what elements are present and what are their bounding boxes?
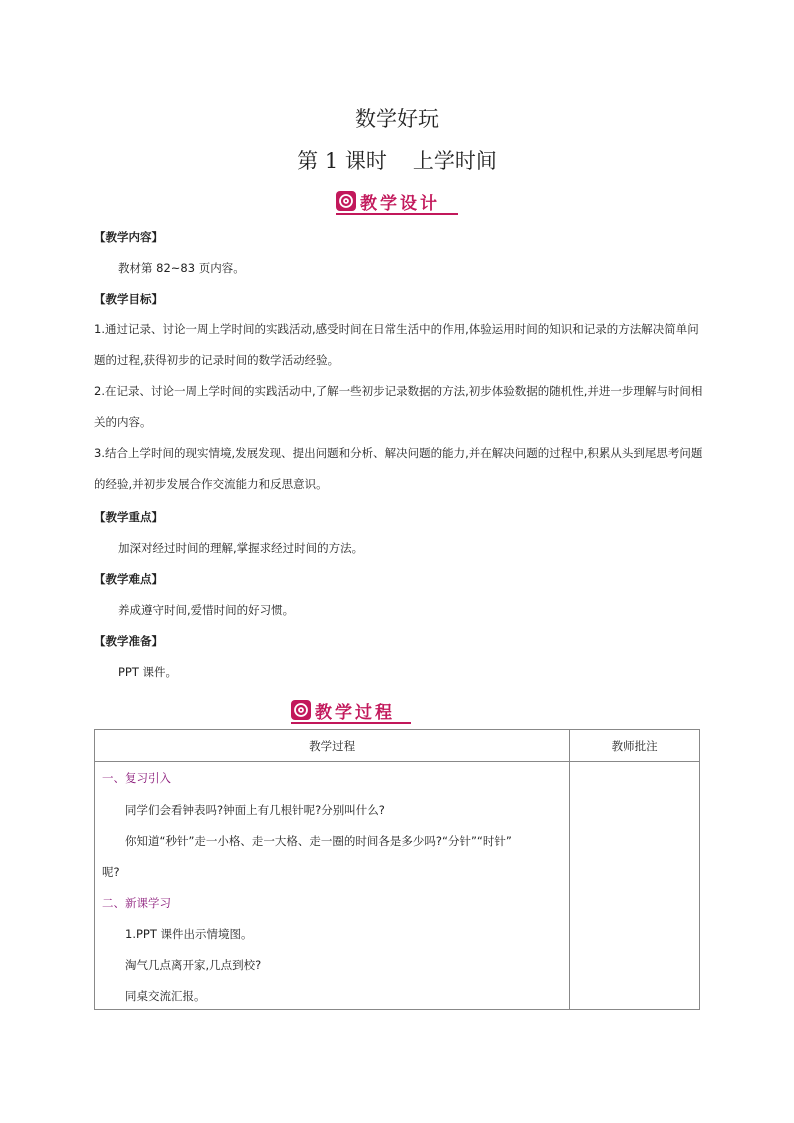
goal-1: 1.通过记录、讨论一周上学时间的实践活动,感受时间在日常生活中的作用,体验运用时间的知识和记录的方法解决简单问题的过程,获得初步的记录时间的数学活动经验。 (94, 322, 699, 367)
lesson-title (0, 145, 794, 175)
design-banner-label: 教学设计 (360, 193, 440, 214)
column-header-process: 教学过程 (95, 730, 570, 762)
banner-underline (291, 722, 411, 724)
swirl-logo-icon (291, 700, 311, 720)
teacher-notes-cell (570, 762, 700, 1010)
table-row (95, 762, 700, 1010)
banner-underline (336, 213, 458, 215)
review-question-2-end: 呢? (102, 865, 120, 879)
column-header-notes: 教师批注 (570, 730, 700, 762)
unit-title: 数学好玩 (355, 107, 439, 131)
process-cell (95, 762, 570, 1010)
content-heading: 【教学内容】 (94, 230, 163, 244)
key-text: 加深对经过时间的理解,掌握求经过时间的方法。 (118, 541, 364, 555)
goals-heading: 【教学目标】 (94, 292, 163, 306)
lesson-number: 第 1 课时 (297, 149, 387, 173)
process-banner-label: 教学过程 (315, 702, 395, 723)
prep-heading: 【教学准备】 (94, 634, 163, 648)
section-review-title: 一、复习引入 (102, 771, 171, 785)
section-new-lesson-title: 二、新课学习 (102, 896, 171, 910)
goal-2: 2.在记录、讨论一周上学时间的实践活动中,了解一些初步记录数据的方法,初步体验数据的随机性,并进一步理解与时间相关的内容。 (94, 384, 703, 429)
prep-text: PPT 课件。 (118, 665, 178, 679)
review-question-1: 同学们会看钟表吗?钟面上有几根针呢?分别叫什么? (125, 803, 385, 817)
table-header-row (95, 730, 700, 762)
content-text: 教材第 82~83 页内容。 (118, 261, 245, 275)
lesson-activity: 同桌交流汇报。 (125, 989, 206, 1003)
lesson-step-1: 1.PPT 课件出示情境图。 (125, 927, 253, 941)
process-table (94, 729, 700, 1010)
review-question-2: 你知道“秒针”走一小格、走一大格、走一圈的时间各是多少吗?“分针”“时针” (125, 834, 512, 848)
difficult-text: 养成遵守时间,爱惜时间的好习惯。 (118, 603, 295, 617)
lesson-question: 淘气几点离开家,几点到校? (125, 958, 262, 972)
lesson-name: 上学时间 (412, 149, 497, 173)
process-banner (291, 698, 395, 722)
swirl-logo-icon (336, 191, 356, 211)
key-heading: 【教学重点】 (94, 510, 163, 524)
goal-3: 3.结合上学时间的现实情境,发展发现、提出问题和分析、解决问题的能力,并在解决问题的过程中,积累从头到尾思考问题的经验,并初步发展合作交流能力和反思意识。 (94, 446, 703, 491)
design-banner (336, 189, 440, 213)
difficult-heading: 【教学难点】 (94, 572, 163, 586)
